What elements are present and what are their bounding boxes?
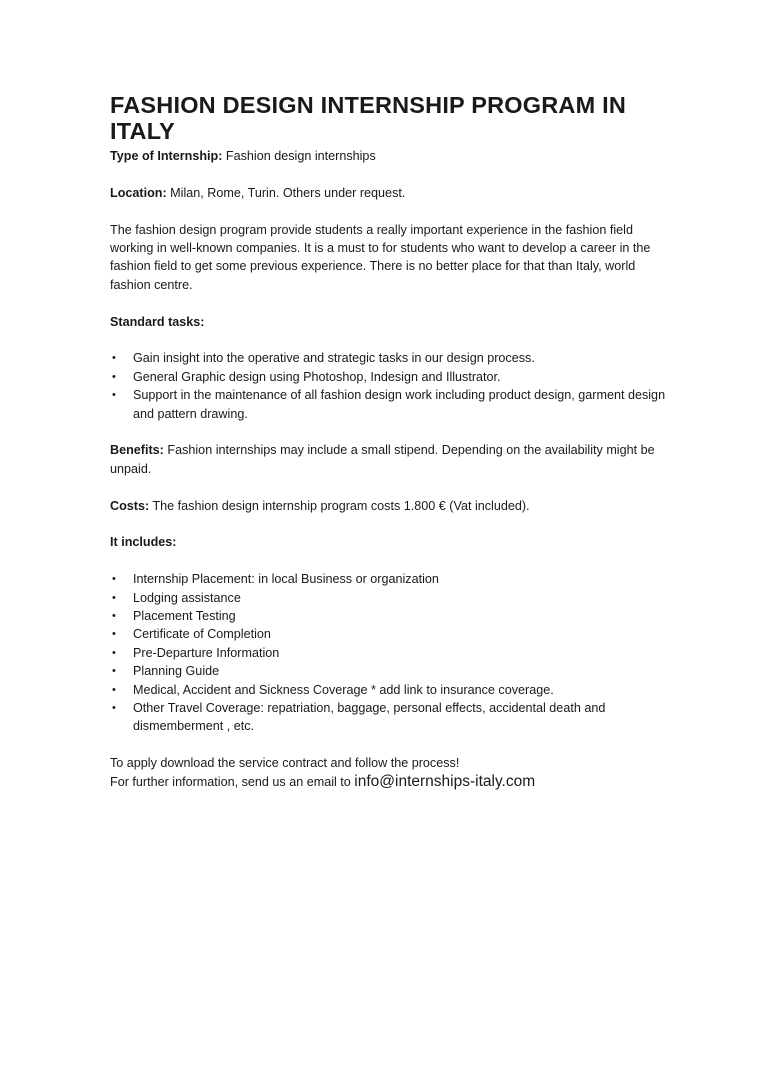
location — [110, 184, 670, 202]
list-item: • Gain insight into the operative and strategic tasks in our design process. — [110, 349, 670, 367]
costs-value: The fashion design internship program costs 1.800 € (Vat included). — [152, 498, 530, 513]
list-item: • Other Travel Coverage: repatriation, baggage, personal effects, accidental death and dismemberment , etc. — [112, 701, 606, 734]
document-page — [110, 92, 670, 791]
location-value: Milan, Rome, Turin. Others under request. — [170, 185, 406, 200]
internship-type — [110, 147, 670, 165]
apply-text: To apply download the service contract and follow the process! — [110, 756, 460, 771]
list-item: • Certificate of Completion — [110, 625, 670, 643]
bullet-icon: • — [112, 665, 116, 678]
contact-line — [110, 773, 670, 791]
list-item: • Placement Testing — [110, 607, 670, 625]
benefits-label: Benefits: — [110, 443, 164, 458]
standard-tasks-heading: Standard tasks: — [110, 314, 205, 329]
closing-section — [110, 754, 670, 791]
includes-list — [110, 570, 670, 736]
benefits-value: Fashion internships may include a small stipend. Depending on the availability might be unpaid. — [110, 443, 655, 476]
bullet-icon: • — [112, 683, 116, 696]
costs-label: Costs: — [110, 498, 150, 513]
location-label: Location: — [110, 185, 167, 200]
bullet-icon: • — [112, 702, 116, 715]
bullet-icon: • — [112, 352, 116, 365]
list-item: • Lodging assistance — [110, 589, 670, 607]
contact-text: For further information, send us an email to — [110, 774, 351, 789]
bullet-icon: • — [112, 591, 116, 604]
bullet-icon: • — [112, 370, 116, 383]
list-item: • General Graphic design using Photoshop, Indesign and Illustrator. — [110, 368, 670, 386]
intro-paragraph: The fashion design program provide students a really important experience in the fashion field working in well-known companies. It is a must to for students who want to develop a career in the fashion field to get some previous experience. There is no better place for that than Italy, world fashion centre. — [110, 222, 651, 292]
bullet-icon: • — [112, 573, 116, 586]
email-link[interactable]: info@internships-italy.com — [354, 772, 536, 790]
page-title: FASHION DESIGN INTERNSHIP PROGRAM IN ITALY — [110, 92, 626, 144]
list-item: • Internship Placement: in local Business or organization — [110, 570, 670, 588]
bullet-icon: • — [112, 389, 116, 402]
list-item: • Medical, Accident and Sickness Coverage * add link to insurance coverage. — [110, 681, 670, 699]
includes-heading: It includes: — [110, 535, 177, 550]
list-item: • Planning Guide — [110, 662, 670, 680]
bullet-icon: • — [112, 610, 116, 623]
bullet-icon: • — [112, 646, 116, 659]
bullet-icon: • — [112, 628, 116, 641]
internship-type-label: Type of Internship: — [110, 149, 223, 163]
internship-type-value: Fashion design internships — [225, 149, 376, 163]
standard-tasks-list — [110, 349, 670, 423]
benefits — [110, 441, 670, 478]
costs — [110, 497, 670, 515]
list-item: • Pre-Departure Information — [110, 644, 670, 662]
list-item: • Support in the maintenance of all fashion design work including product design, garment design and pattern drawing. — [112, 388, 666, 421]
